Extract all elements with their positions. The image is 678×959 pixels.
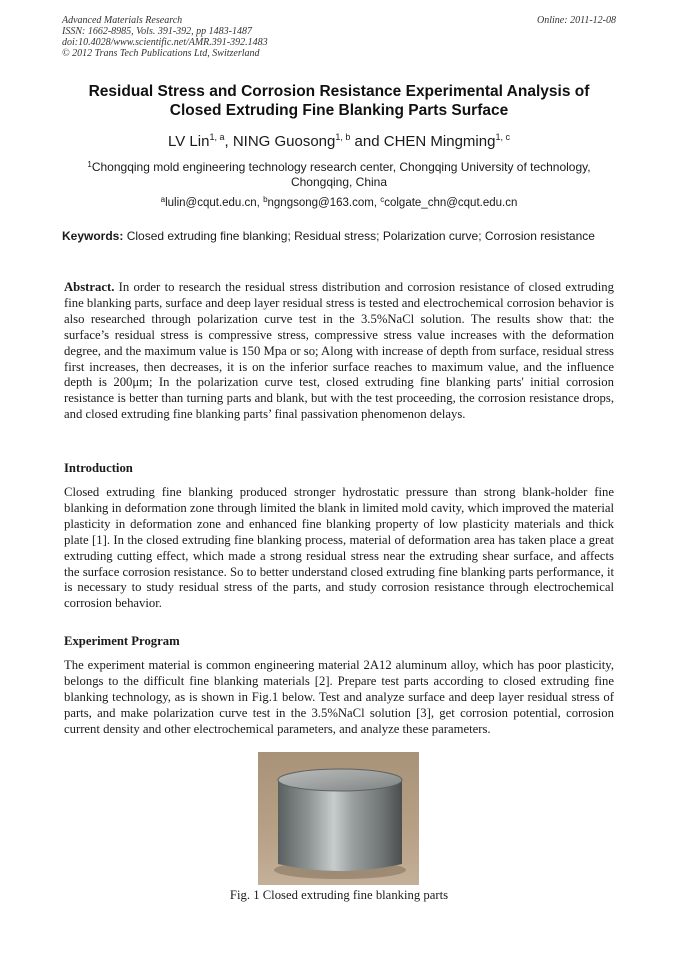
author-separator: , — [224, 133, 233, 150]
author-1: LV Lin — [168, 133, 210, 150]
affiliation-text: Chongqing mold engineering technology research center, Chongqing University of technology, Chongqing, China — [91, 160, 591, 189]
online-date: Online: 2011-12-08 — [537, 15, 616, 26]
journal-name: Advanced Materials Research — [62, 15, 183, 26]
title-line-1: Residual Stress and Corrosion Resistance Experimental Analysis of — [88, 83, 590, 100]
keywords-text: Closed extruding fine blanking; Residual stress; Polarization curve; Corrosion resistance — [123, 229, 595, 243]
author-separator: and — [350, 133, 384, 150]
cylinder-part-illustration — [258, 752, 419, 885]
email-list — [62, 193, 616, 210]
abstract-label: Abstract. — [64, 280, 115, 294]
figure-1-caption: Fig. 1 Closed extruding fine blanking parts — [229, 888, 449, 902]
email-sup: b — [263, 195, 268, 204]
email-link[interactable]: lulin@cqut.edu.cn — [165, 197, 257, 209]
journal-header — [62, 15, 616, 59]
section-heading-experiment: Experiment Program — [64, 634, 180, 648]
affiliation-sup: 1 — [87, 160, 92, 169]
email-separator: , — [256, 197, 264, 209]
author-list — [62, 128, 616, 151]
issn-line: ISSN: 1662-8985, Vols. 391-392, pp 1483-1487 — [62, 26, 252, 37]
email-link[interactable]: ngngsong@163.com — [267, 197, 374, 209]
title-line-2: Closed Extruding Fine Blanking Parts Surface — [169, 102, 509, 119]
email-sup: a — [160, 195, 166, 204]
paper-title — [62, 82, 616, 120]
affiliation — [62, 157, 616, 190]
abstract — [64, 280, 614, 423]
keywords — [62, 229, 616, 243]
author-2: NING Guosong — [232, 133, 336, 150]
email-link[interactable]: colgate_chn@cqut.edu.cn — [384, 197, 518, 209]
email-separator: , — [373, 197, 381, 209]
author-3: CHEN Mingming — [383, 133, 496, 150]
keywords-label: Keywords: — [62, 229, 124, 243]
abstract-text: In order to research the residual stress distribution and corrosion resistance of closed extruding fine blanking parts, surface and deep layer residual stress is tested and electrochemical corrosion behavior is also researched through polarization curve test in the 3.5%NaCl solution. The results show that: the surface’s residual stress is compressive stress, compressive stress value increases with the deformation degree, and the maximum value is 150 Mpa or so; Along with increase of depth from surface, residual stress first increases, then decreases, it is on the inferior surface reaches to maximum value, and the influence depth is 200μm; In the polarization curve test, closed extruding fine blanking parts' initial corrosion resistance is better than turning parts and blank, but with the test proceeding, the corrosion resistance drops, and closed extruding fine blanking parts’ final passivation phenomenon delays. — [64, 280, 614, 422]
author-2-sup: 1, b — [335, 132, 351, 142]
doi-line: doi:10.4028/www.scientific.net/AMR.391-392.1483 — [62, 37, 268, 48]
introduction-paragraph: Closed extruding fine blanking produced stronger hydrostatic pressure than strong blank-holder fine blanking in deformation zone through limited the blank in limited mold cavity, which improved the material plasticity in deformation zone and enhanced fine blanking property of low plasticity materials and thick plate [1]. In the closed extruding fine blanking process, material of deformation area has taken place a great extruding cutting effect, which made a strong residual stress near the extruding shear surface, and affects the surface corrosion resistance. So to better understand closed extruding fine blanking parts performance, it is necessary to study residual stress of the parts, and study corrosion resistance through electrochemical corrosion behavior. — [64, 485, 614, 611]
copyright-line: © 2012 Trans Tech Publications Ltd, Switzerland — [62, 48, 260, 59]
author-3-sup: 1, c — [495, 132, 510, 142]
figure-1-photo — [258, 752, 419, 885]
email-sup: c — [380, 195, 385, 204]
section-heading-introduction: Introduction — [64, 461, 133, 475]
cylinder-side — [278, 780, 402, 871]
experiment-paragraph: The experiment material is common engineering material 2A12 aluminum alloy, which has poor plasticity, belongs to the difficult fine blanking materials [2]. Prepare test parts according to closed extruding fine blanking technology, as is shown in Fig.1 below. Test and analyze surface and deep layer residual stress of parts, and make polarization curve test in the 3.5%NaCl solution [3], get corrosion potential, corrosion current density and other electrochemical parameters, and analyze these parameters. — [64, 658, 614, 736]
author-1-sup: 1, a — [209, 132, 225, 142]
